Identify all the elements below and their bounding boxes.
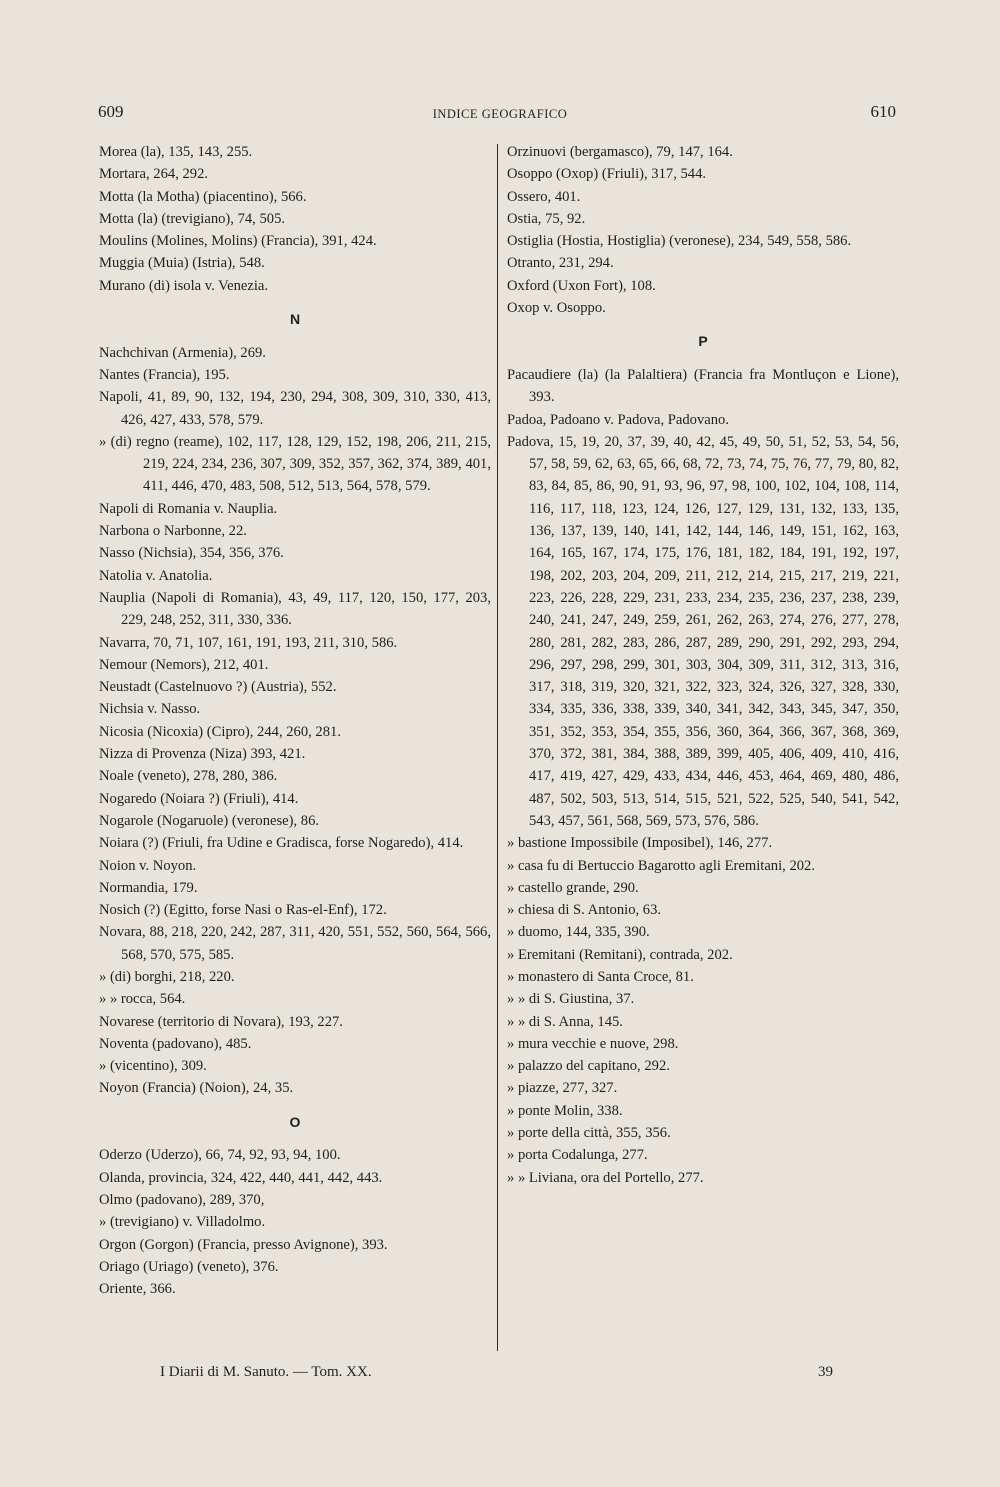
index-entry: Noiara (?) (Friuli, fra Udine e Gradisca, forse Nogaredo), 414.: [99, 835, 464, 852]
index-entry: Nosich (?) (Egitto, forse Nasi o Ras-el-Enf), 172.: [99, 902, 387, 919]
index-entry: Murano (di) isola v. Venezia.: [99, 277, 268, 294]
index-subentry: » » di S. Giustina, 37.: [507, 991, 635, 1008]
index-entry: Novarese (territorio di Novara), 193, 227.: [99, 1013, 343, 1030]
index-entry: Novara, 88, 218, 220, 242, 287, 311, 420, 551, 552, 560, 564, 566, 568, 570, 575, 585.: [99, 924, 491, 963]
footer-title: I Diarii di M. Sanuto. — Tom. XX.: [160, 1364, 372, 1380]
index-entry: Orgon (Gorgon) (Francia, presso Avignone), 393.: [99, 1236, 388, 1253]
index-subentry: » » rocca, 564.: [99, 991, 186, 1008]
index-entry: Oderzo (Uderzo), 66, 74, 92, 93, 94, 100.: [99, 1147, 341, 1164]
index-entry: Noale (veneto), 278, 280, 386.: [99, 768, 278, 785]
index-subentry: » » di S. Anna, 145.: [507, 1013, 623, 1030]
index-subentry: » porta Codalunga, 277.: [507, 1147, 648, 1164]
index-entry: Osoppo (Oxop) (Friuli), 317, 544.: [507, 166, 707, 183]
index-entry: Oxford (Uxon Fort), 108.: [507, 277, 656, 294]
index-entry: Muggia (Muia) (Istria), 548.: [99, 255, 265, 272]
index-subentry: » » Liviana, ora del Portello, 277.: [507, 1169, 704, 1186]
index-entry: Ostia, 75, 92.: [507, 210, 586, 227]
section-letter: O: [289, 1113, 301, 1130]
index-entry: Normandia, 179.: [99, 879, 198, 896]
index-subentry: » chiesa di S. Antonio, 63.: [507, 902, 662, 919]
index-entry: Nantes (Francia), 195.: [99, 366, 230, 383]
right-index-column: [507, 141, 899, 1189]
index-subentry: » palazzo del capitano, 292.: [507, 1058, 670, 1075]
index-entry: Olmo (padovano), 289, 370,: [99, 1191, 265, 1208]
index-entry: Nauplia (Napoli di Romania), 43, 49, 117, 120, 150, 177, 203, 229, 248, 252, 311, 330, 336.: [99, 589, 491, 629]
index-entry: Napoli, 41, 89, 90, 132, 194, 230, 294, 308, 309, 310, 330, 413, 426, 427, 433, 578, 579.: [99, 389, 491, 428]
index-subentry: » mura vecchie e nuove, 298.: [507, 1035, 679, 1052]
column-divider: [497, 144, 498, 1351]
index-subentry: » porte della città, 355, 356.: [507, 1125, 671, 1142]
index-subentry: » bastione Impossibile (Imposibel), 146, 277.: [507, 835, 773, 852]
index-subentry: » (trevigiano) v. Villadolmo.: [99, 1214, 266, 1231]
index-entry: Motta (la) (trevigiano), 74, 505.: [99, 210, 286, 227]
index-subentry: » Eremitani (Remitani), contrada, 202.: [507, 946, 733, 963]
index-subentry: » duomo, 144, 335, 390.: [507, 924, 650, 941]
index-entry: Navarra, 70, 71, 107, 161, 191, 193, 211, 310, 586.: [99, 634, 398, 651]
index-entry: Nemour (Nemors), 212, 401.: [99, 656, 269, 673]
index-entry: Otranto, 231, 294.: [507, 255, 614, 272]
index-entry: Nichsia v. Nasso.: [99, 701, 201, 718]
index-entry: Noion v. Noyon.: [99, 857, 197, 874]
index-entry: Nogaredo (Noiara ?) (Friuli), 414.: [99, 790, 299, 807]
index-entry: Noventa (padovano), 485.: [99, 1035, 252, 1052]
index-subentry: » ponte Molin, 338.: [507, 1102, 623, 1119]
index-entry: Mortara, 264, 292.: [99, 166, 209, 183]
section-letter: P: [698, 333, 708, 350]
index-entry: Morea (la), 135, 143, 255.: [99, 144, 253, 160]
index-entry: Nachchivan (Armenia), 269.: [99, 344, 266, 361]
index-entry: Oxop v. Osoppo.: [507, 300, 606, 317]
index-entry: Ossero, 401.: [507, 188, 581, 205]
index-entry: Ostiglia (Hostia, Hostiglia) (veronese), 234, 549, 558, 586.: [507, 233, 852, 250]
index-entry: Neustadt (Castelnuovo ?) (Austria), 552.: [99, 679, 337, 696]
index-subentry: » piazze, 277, 327.: [507, 1080, 618, 1097]
index-entry: Nicosia (Nicoxia) (Cipro), 244, 260, 281.: [99, 723, 341, 740]
index-subentry: » casa fu di Bertuccio Bagarotto agli Eremitani, 202.: [507, 857, 815, 874]
index-entry: Natolia v. Anatolia.: [99, 567, 213, 584]
right-page-number: 610: [870, 102, 896, 121]
index-entry: Narbona o Narbonne, 22.: [99, 523, 247, 540]
index-entry: Moulins (Molines, Molins) (Francia), 391, 424.: [99, 233, 377, 250]
left-page-number: 609: [98, 102, 124, 121]
index-entry: Oriago (Uriago) (veneto), 376.: [99, 1258, 279, 1275]
index-entry: Motta (la Motha) (piacentino), 566.: [99, 188, 307, 205]
index-entry: Oriente, 366.: [99, 1281, 176, 1298]
index-subentry: » castello grande, 290.: [507, 879, 639, 896]
index-subentry: » (di) borghi, 218, 220.: [99, 968, 235, 985]
section-letter: N: [289, 311, 301, 328]
index-entry: Nogarole (Nogaruole) (veronese), 86.: [99, 812, 320, 829]
index-entry: Padoa, Padoano v. Padova, Padovano.: [507, 411, 729, 428]
index-subentry: » monastero di Santa Croce, 81.: [507, 968, 694, 985]
index-entry: Noyon (Francia) (Noion), 24, 35.: [99, 1080, 294, 1097]
signature-number: 39: [818, 1364, 833, 1380]
index-subentry: » (vicentino), 309.: [99, 1058, 207, 1075]
running-title: INDICE GEOGRAFICO: [432, 107, 568, 121]
index-entry: Orzinuovi (bergamasco), 79, 147, 164.: [507, 144, 733, 160]
index-entry: Padova, 15, 19, 20, 37, 39, 40, 42, 45, 49, 50, 51, 52, 53, 54, 56, 57, 58, 59, 62, 63, 65, 66, 68, 72, 73, 74, 75, 76, 77, 79, 80, 82, 83, 84, 85, 86, 90, 91, 93, 96, 97, 98, 100, 102, 104, 108, 114, 116, 117, 118, 123, 124, 126, 127, 129, 131, 132, 133, 135, 136, 137, 139, 140, 141, 142, 144, 146, 149, 151, 162, 163, 164, 165, 167, 174, 175, 176, 181, 182, 184, 191, 192, 197, 198, 202, 203, 204, 209, 211, 212, 214, 215, 217, 219, 221, 223, 226, 228, 229, 231, 233, 234, 235, 236, 237, 238, 239, 240, 241, 247, 249, 259, 261, 262, 263, 274, 276, 277, 278, 280, 281, 282, 283, 286, 287, 289, 290, 291, 292, 293, 294, 296, 297, 298, 299, 301, 303, 304, 309, 311, 312, 313, 316, 317, 318, 319, 320, 321, 322, 323, 324, 326, 327, 328, 330, 334, 335, 336, 338, 339, 340, 341, 342, 343, 345, 347, 350, 351, 352, 353, 354, 355, 356, 360, 364, 366, 367, 368, 369, 370, 372, 381, 384, 388, 389, 399, 405, 406, 409, 410, 416, 417, 419, 427, 429, 433, 434, 446, 453, 464, 469, 480, 486, 487, 502, 503, 513, 514, 515, 521, 522, 525, 540, 541, 542, 543, 457, 561, 568, 569, 573, 576, 586.: [507, 433, 899, 829]
index-entry: Nizza di Provenza (Niza) 393, 421.: [99, 746, 306, 763]
index-entry: Napoli di Romania v. Nauplia.: [99, 500, 278, 517]
index-entry: Pacaudiere (la) (la Palaltiera) (Francia fra Montluçon e Lione), 393.: [507, 366, 899, 406]
left-index-column: [99, 141, 491, 1300]
index-entry: Nasso (Nichsia), 354, 356, 376.: [99, 545, 284, 562]
index-subentry: » (di) regno (reame), 102, 117, 128, 129, 152, 198, 206, 211, 215, 219, 224, 234, 236, 307, 309, 352, 357, 362, 374, 389, 401, 411, 446, 470, 483, 508, 512, 513, 564, 578, 579.: [99, 433, 491, 495]
index-entry: Olanda, provincia, 324, 422, 440, 441, 442, 443.: [99, 1169, 383, 1186]
